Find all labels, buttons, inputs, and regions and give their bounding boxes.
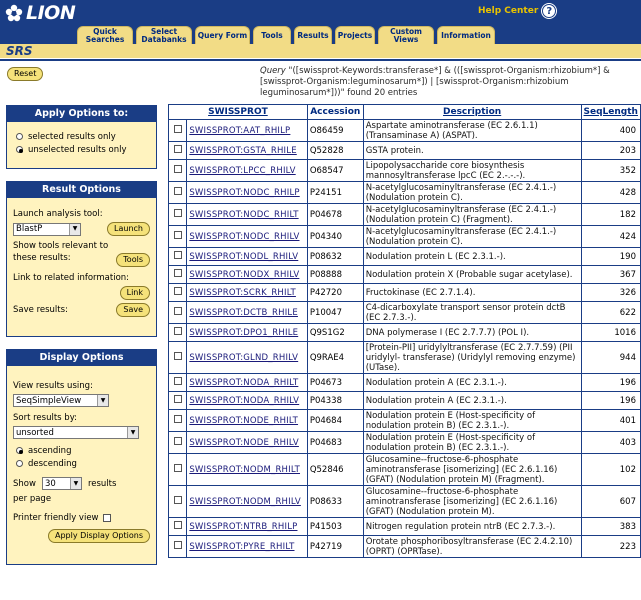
row-select-checkbox[interactable] bbox=[174, 327, 182, 335]
entry-id-link[interactable]: SWISSPROT:DCTB_RHILE bbox=[189, 307, 298, 318]
entry-id-cell bbox=[187, 142, 307, 159]
entry-id-link[interactable]: SWISSPROT:NODC_RHILT bbox=[189, 209, 299, 220]
chevron-down-icon: ▼ bbox=[69, 224, 80, 235]
header-description[interactable]: Description bbox=[364, 105, 581, 119]
entry-id-cell bbox=[187, 432, 307, 453]
entry-id-link[interactable]: SWISSPROT:NODM_RHILT bbox=[189, 464, 301, 475]
sort-select-value: unsorted bbox=[16, 427, 54, 438]
accession-cell: P04684 bbox=[308, 410, 363, 431]
row-select-cell bbox=[169, 226, 186, 247]
link-related-label: Link to related information: bbox=[13, 273, 130, 283]
seqlength-cell: 182 bbox=[582, 204, 640, 225]
description-cell: Fructokinase (EC 2.7.1.4). bbox=[364, 284, 581, 301]
seqlength-cell: 203 bbox=[582, 142, 640, 159]
entry-id-cell bbox=[187, 410, 307, 431]
entry-id-link[interactable]: SWISSPROT:NODA_RHILV bbox=[189, 395, 300, 406]
row-select-checkbox[interactable] bbox=[174, 287, 182, 295]
entry-id-cell bbox=[187, 324, 307, 341]
row-select-cell bbox=[169, 248, 186, 265]
header-swissprot[interactable]: SWISSPROT bbox=[169, 105, 307, 119]
top-bar bbox=[0, 0, 641, 44]
entry-id-link[interactable]: SWISSPROT:LPCC_RHILV bbox=[189, 165, 296, 176]
launch-button[interactable]: Launch bbox=[107, 222, 150, 236]
table-row bbox=[169, 302, 640, 323]
description-cell: GSTA protein. bbox=[364, 142, 581, 159]
query-expression: "([swissprot-Keywords:transferase*] & (([swissprot-Organism:rhizobium*] & [swissprot-Organism:leguminosarum*]) | [swissprot-Organism:rhizobium leguminosarum*]))" bbox=[260, 66, 610, 98]
accession-cell: Q9RAE4 bbox=[308, 342, 363, 373]
row-select-cell bbox=[169, 486, 186, 517]
chevron-down-icon: ▼ bbox=[70, 478, 81, 489]
table-row bbox=[169, 432, 640, 453]
show-label: Show bbox=[13, 478, 36, 489]
description-cell: Orotate phosphoribosyltransferase (EC 2.4.2.10) (OPRT) (OPRTase). bbox=[364, 536, 581, 557]
seqlength-cell: 223 bbox=[582, 536, 640, 557]
entry-id-cell bbox=[187, 536, 307, 557]
apply-options-panel bbox=[6, 105, 157, 169]
radio-descending[interactable] bbox=[16, 457, 150, 470]
description-cell: Aspartate aminotransferase (EC 2.6.1.1) (Transaminase A) (ASPAT). bbox=[364, 120, 581, 141]
tab-query-form[interactable]: Query Form bbox=[195, 26, 250, 44]
row-select-checkbox[interactable] bbox=[174, 352, 182, 360]
entry-id-cell bbox=[187, 266, 307, 283]
flower-logo-icon bbox=[4, 3, 24, 23]
description-cell: C4-dicarboxylate transport sensor protein dctB (EC 2.7.3.-). bbox=[364, 302, 581, 323]
entry-id-link[interactable]: SWISSPROT:PYRE_RHILT bbox=[189, 541, 295, 552]
sort-select[interactable] bbox=[13, 426, 139, 439]
accession-cell: P42719 bbox=[308, 536, 363, 557]
description-cell: Nodulation protein L (EC 2.3.1.-). bbox=[364, 248, 581, 265]
row-select-cell bbox=[169, 518, 186, 535]
row-select-cell bbox=[169, 120, 186, 141]
per-page-label: per page bbox=[13, 494, 52, 504]
radio-selected-results[interactable] bbox=[16, 130, 150, 143]
accession-cell: P24151 bbox=[308, 182, 363, 203]
entry-id-link[interactable]: SWISSPROT:GLND_RHILV bbox=[189, 352, 299, 363]
header-accession: Accession bbox=[308, 105, 363, 119]
seqlength-cell: 607 bbox=[582, 486, 640, 517]
page-size-select[interactable] bbox=[42, 477, 82, 490]
accession-cell: O86459 bbox=[308, 120, 363, 141]
radio-label: selected results only bbox=[28, 131, 116, 142]
results-table bbox=[168, 104, 641, 558]
help-question-icon[interactable]: ? bbox=[542, 4, 556, 18]
seqlength-cell: 383 bbox=[582, 518, 640, 535]
row-select-checkbox[interactable] bbox=[174, 251, 182, 259]
accession-cell: P10047 bbox=[308, 302, 363, 323]
row-select-cell bbox=[169, 454, 186, 485]
entry-id-cell bbox=[187, 518, 307, 535]
lion-logo[interactable] bbox=[4, 2, 75, 24]
tab-select-databanks[interactable]: Select Databanks bbox=[136, 26, 192, 44]
entry-id-cell bbox=[187, 374, 307, 391]
page-size-value: 30 bbox=[44, 478, 56, 489]
link-button[interactable]: Link bbox=[120, 286, 150, 300]
seqlength-cell: 424 bbox=[582, 226, 640, 247]
entry-id-link[interactable]: SWISSPROT:NODL_RHILV bbox=[189, 251, 299, 262]
entry-id-cell bbox=[187, 284, 307, 301]
accession-cell: Q52846 bbox=[308, 454, 363, 485]
result-options-title: Result Options bbox=[7, 182, 156, 198]
results-body bbox=[169, 120, 640, 557]
description-cell: Nodulation protein E (Host-specificity of nodulation protein B) (EC 2.3.1.-). bbox=[364, 432, 581, 453]
description-cell: N-acetylglucosaminyltransferase (EC 2.4.1.-) (Nodulation protein C). bbox=[364, 226, 581, 247]
view-results-label: View results using: bbox=[13, 381, 93, 391]
tab-custom-views[interactable]: Custom Views bbox=[378, 26, 434, 44]
row-select-checkbox[interactable] bbox=[174, 145, 182, 153]
row-select-cell bbox=[169, 182, 186, 203]
row-select-checkbox[interactable] bbox=[174, 377, 182, 385]
entry-id-cell bbox=[187, 342, 307, 373]
seqlength-cell: 403 bbox=[582, 432, 640, 453]
table-row bbox=[169, 486, 640, 517]
view-select-value: SeqSimpleView bbox=[16, 395, 82, 406]
row-select-cell bbox=[169, 374, 186, 391]
seqlength-cell: 190 bbox=[582, 248, 640, 265]
display-options-panel bbox=[6, 349, 157, 565]
launch-tool-label: Launch analysis tool: bbox=[13, 209, 103, 219]
apply-options-title: Apply Options to: bbox=[7, 106, 156, 122]
results-label: results bbox=[87, 478, 117, 489]
description-cell: Lipopolysaccharide core biosynthesis mannosyltransferase lpcC (EC 2.-.-.-). bbox=[364, 160, 581, 181]
table-header-row bbox=[169, 105, 640, 119]
table-row bbox=[169, 374, 640, 391]
accession-cell: P42720 bbox=[308, 284, 363, 301]
entry-id-link[interactable]: SWISSPROT:NODA_RHILT bbox=[189, 377, 299, 388]
reset-button[interactable]: Reset bbox=[7, 67, 43, 81]
radio-button[interactable] bbox=[16, 460, 23, 467]
entry-id-cell bbox=[187, 302, 307, 323]
entry-id-link[interactable]: SWISSPROT:NODM_RHILV bbox=[189, 496, 301, 507]
title-divider bbox=[0, 59, 641, 61]
apply-display-options-button[interactable]: Apply Display Options bbox=[48, 529, 150, 543]
accession-cell: O68547 bbox=[308, 160, 363, 181]
entry-id-cell bbox=[187, 182, 307, 203]
description-cell: Nodulation protein A (EC 2.3.1.-). bbox=[364, 392, 581, 409]
tab-tools[interactable]: Tools bbox=[253, 26, 291, 44]
save-button[interactable]: Save bbox=[116, 303, 150, 317]
seqlength-cell: 1016 bbox=[582, 324, 640, 341]
sort-results-label: Sort results by: bbox=[13, 413, 77, 423]
seqlength-cell: 401 bbox=[582, 410, 640, 431]
table-row bbox=[169, 536, 640, 557]
row-select-checkbox[interactable] bbox=[174, 209, 182, 217]
printer-friendly-checkbox[interactable] bbox=[103, 514, 111, 522]
analysis-tool-select[interactable] bbox=[13, 223, 81, 236]
printer-friendly-label: Printer friendly view bbox=[13, 513, 99, 523]
row-select-checkbox[interactable] bbox=[174, 307, 182, 315]
radio-ascending[interactable] bbox=[16, 444, 150, 457]
description-cell: N-acetylglucosaminyltransferase (EC 2.4.1.-) (Nodulation protein C). bbox=[364, 182, 581, 203]
description-cell: Nodulation protein A (EC 2.3.1.-). bbox=[364, 374, 581, 391]
table-row bbox=[169, 410, 640, 431]
entry-id-cell bbox=[187, 486, 307, 517]
logo-text: LION bbox=[26, 2, 76, 24]
seqlength-cell: 622 bbox=[582, 302, 640, 323]
row-select-checkbox[interactable] bbox=[174, 464, 182, 472]
radio-button-checked[interactable] bbox=[16, 447, 23, 454]
description-cell: DNA polymerase I (EC 2.7.7.7) (POL I). bbox=[364, 324, 581, 341]
tab-quick-searches[interactable]: Quick Searches bbox=[77, 26, 133, 44]
entry-id-link[interactable]: SWISSPROT:SCRK_RHILT bbox=[189, 287, 296, 298]
table-row bbox=[169, 284, 640, 301]
table-row bbox=[169, 248, 640, 265]
tab-underbar bbox=[0, 44, 641, 58]
row-select-cell bbox=[169, 432, 186, 453]
table-row bbox=[169, 392, 640, 409]
row-select-cell bbox=[169, 342, 186, 373]
entry-id-cell bbox=[187, 454, 307, 485]
save-results-label: Save results: bbox=[13, 305, 68, 315]
accession-cell: P08633 bbox=[308, 486, 363, 517]
accession-cell: P04673 bbox=[308, 374, 363, 391]
row-select-cell bbox=[169, 204, 186, 225]
radio-unselected-results[interactable] bbox=[16, 143, 150, 156]
seqlength-cell: 196 bbox=[582, 392, 640, 409]
table-row bbox=[169, 266, 640, 283]
row-select-cell bbox=[169, 266, 186, 283]
row-select-cell bbox=[169, 410, 186, 431]
tab-projects[interactable]: Projects bbox=[335, 26, 375, 44]
accession-cell: P41503 bbox=[308, 518, 363, 535]
entry-id-link[interactable]: SWISSPROT:NODX_RHILV bbox=[189, 269, 300, 280]
row-select-cell bbox=[169, 142, 186, 159]
help-center-label: Help Center bbox=[478, 6, 539, 16]
radio-label: ascending bbox=[28, 445, 72, 456]
chevron-down-icon: ▼ bbox=[97, 395, 108, 406]
description-cell: Nodulation protein E (Host-specificity of nodulation protein B) (EC 2.3.1.-). bbox=[364, 410, 581, 431]
radio-label: descending bbox=[28, 458, 77, 469]
row-select-checkbox[interactable] bbox=[174, 395, 182, 403]
row-select-checkbox[interactable] bbox=[174, 187, 182, 195]
entry-id-cell bbox=[187, 160, 307, 181]
entry-id-link[interactable]: SWISSPROT:NODC_RHILV bbox=[189, 231, 300, 242]
entry-id-link[interactable]: SWISSPROT:NODC_RHILP bbox=[189, 187, 300, 198]
row-select-checkbox[interactable] bbox=[174, 231, 182, 239]
tab-results[interactable]: Results bbox=[294, 26, 332, 44]
row-select-checkbox[interactable] bbox=[174, 437, 182, 445]
accession-cell: P04683 bbox=[308, 432, 363, 453]
seqlength-cell: 944 bbox=[582, 342, 640, 373]
row-select-cell bbox=[169, 536, 186, 557]
row-select-checkbox[interactable] bbox=[174, 269, 182, 277]
seqlength-cell: 428 bbox=[582, 182, 640, 203]
query-summary bbox=[260, 66, 638, 99]
row-select-checkbox[interactable] bbox=[174, 125, 182, 133]
result-options-panel bbox=[6, 181, 157, 337]
table-row bbox=[169, 342, 640, 373]
radio-button-checked[interactable] bbox=[16, 146, 23, 153]
row-select-cell bbox=[169, 302, 186, 323]
header-seqlength[interactable]: SeqLength bbox=[582, 105, 640, 119]
row-select-cell bbox=[169, 160, 186, 181]
description-cell: Nitrogen regulation protein ntrB (EC 2.7.3.-). bbox=[364, 518, 581, 535]
entry-id-cell bbox=[187, 226, 307, 247]
description-cell: Nodulation protein X (Probable sugar acetylase). bbox=[364, 266, 581, 283]
row-select-cell bbox=[169, 284, 186, 301]
entry-id-cell bbox=[187, 204, 307, 225]
seqlength-cell: 367 bbox=[582, 266, 640, 283]
description-cell: N-acetylglucosaminyltransferase (EC 2.4.1.-) (Nodulation protein C) (Fragment). bbox=[364, 204, 581, 225]
entry-id-link[interactable]: SWISSPROT:NODE_RHILV bbox=[189, 437, 299, 448]
accession-cell: P04338 bbox=[308, 392, 363, 409]
query-prefix: Query bbox=[260, 66, 286, 76]
radio-label: unselected results only bbox=[28, 144, 127, 155]
accession-cell: P08888 bbox=[308, 266, 363, 283]
table-row bbox=[169, 160, 640, 181]
row-select-checkbox[interactable] bbox=[174, 541, 182, 549]
entry-id-cell bbox=[187, 248, 307, 265]
display-options-title: Display Options bbox=[7, 350, 156, 366]
entry-id-link[interactable]: SWISSPROT:AAT_RHILP bbox=[189, 125, 291, 136]
table-row bbox=[169, 142, 640, 159]
entry-id-link[interactable]: SWISSPROT:GSTA_RHILE bbox=[189, 145, 297, 156]
table-row bbox=[169, 226, 640, 247]
page-title: SRS bbox=[6, 44, 33, 58]
seqlength-cell: 196 bbox=[582, 374, 640, 391]
table-row bbox=[169, 120, 640, 141]
entry-id-cell bbox=[187, 392, 307, 409]
radio-button[interactable] bbox=[16, 133, 23, 140]
seqlength-cell: 102 bbox=[582, 454, 640, 485]
row-select-checkbox[interactable] bbox=[174, 415, 182, 423]
help-center-link[interactable] bbox=[478, 4, 556, 18]
accession-cell: P04340 bbox=[308, 226, 363, 247]
table-row bbox=[169, 454, 640, 485]
seqlength-cell: 400 bbox=[582, 120, 640, 141]
description-cell: Glucosamine--fructose-6-phosphate aminotransferase [isomerizing] (EC 2.6.1.16) (GFAT) (Nodulation protein M) (Fragment). bbox=[364, 454, 581, 485]
row-select-checkbox[interactable] bbox=[174, 165, 182, 173]
seqlength-cell: 352 bbox=[582, 160, 640, 181]
analysis-tool-value: BlastP bbox=[16, 224, 43, 234]
entry-id-link[interactable]: SWISSPROT:NTRB_RHILP bbox=[189, 521, 298, 532]
tools-button[interactable]: Tools bbox=[116, 253, 150, 267]
row-select-cell bbox=[169, 392, 186, 409]
query-result-count: found 20 entries bbox=[347, 88, 418, 98]
entry-id-link[interactable]: SWISSPROT:NODE_RHILT bbox=[189, 415, 299, 426]
row-select-checkbox[interactable] bbox=[174, 521, 182, 529]
accession-cell: P04678 bbox=[308, 204, 363, 225]
description-cell: Glucosamine--fructose-6-phosphate aminotransferase [isomerizing] (EC 2.6.1.16) (GFAT) (Nodulation protein M). bbox=[364, 486, 581, 517]
tab-information[interactable]: Information bbox=[437, 26, 495, 44]
row-select-cell bbox=[169, 324, 186, 341]
table-row bbox=[169, 518, 640, 535]
entry-id-cell bbox=[187, 120, 307, 141]
show-tools-label: Show tools relevant to these results: bbox=[13, 241, 109, 263]
accession-cell: Q9S1G2 bbox=[308, 324, 363, 341]
table-row bbox=[169, 324, 640, 341]
description-cell: [Protein-PII] uridylyltransferase (EC 2.7.7.59) (PII uridylyl- transferase) (Uridylyl removing enzyme) (UTase). bbox=[364, 342, 581, 373]
row-select-checkbox[interactable] bbox=[174, 496, 182, 504]
table-row bbox=[169, 204, 640, 225]
view-select[interactable] bbox=[13, 394, 109, 407]
table-row bbox=[169, 182, 640, 203]
entry-id-link[interactable]: SWISSPROT:DPO1_RHILE bbox=[189, 327, 299, 338]
chevron-down-icon: ▼ bbox=[127, 427, 138, 438]
seqlength-cell: 326 bbox=[582, 284, 640, 301]
accession-cell: P08632 bbox=[308, 248, 363, 265]
accession-cell: Q52828 bbox=[308, 142, 363, 159]
